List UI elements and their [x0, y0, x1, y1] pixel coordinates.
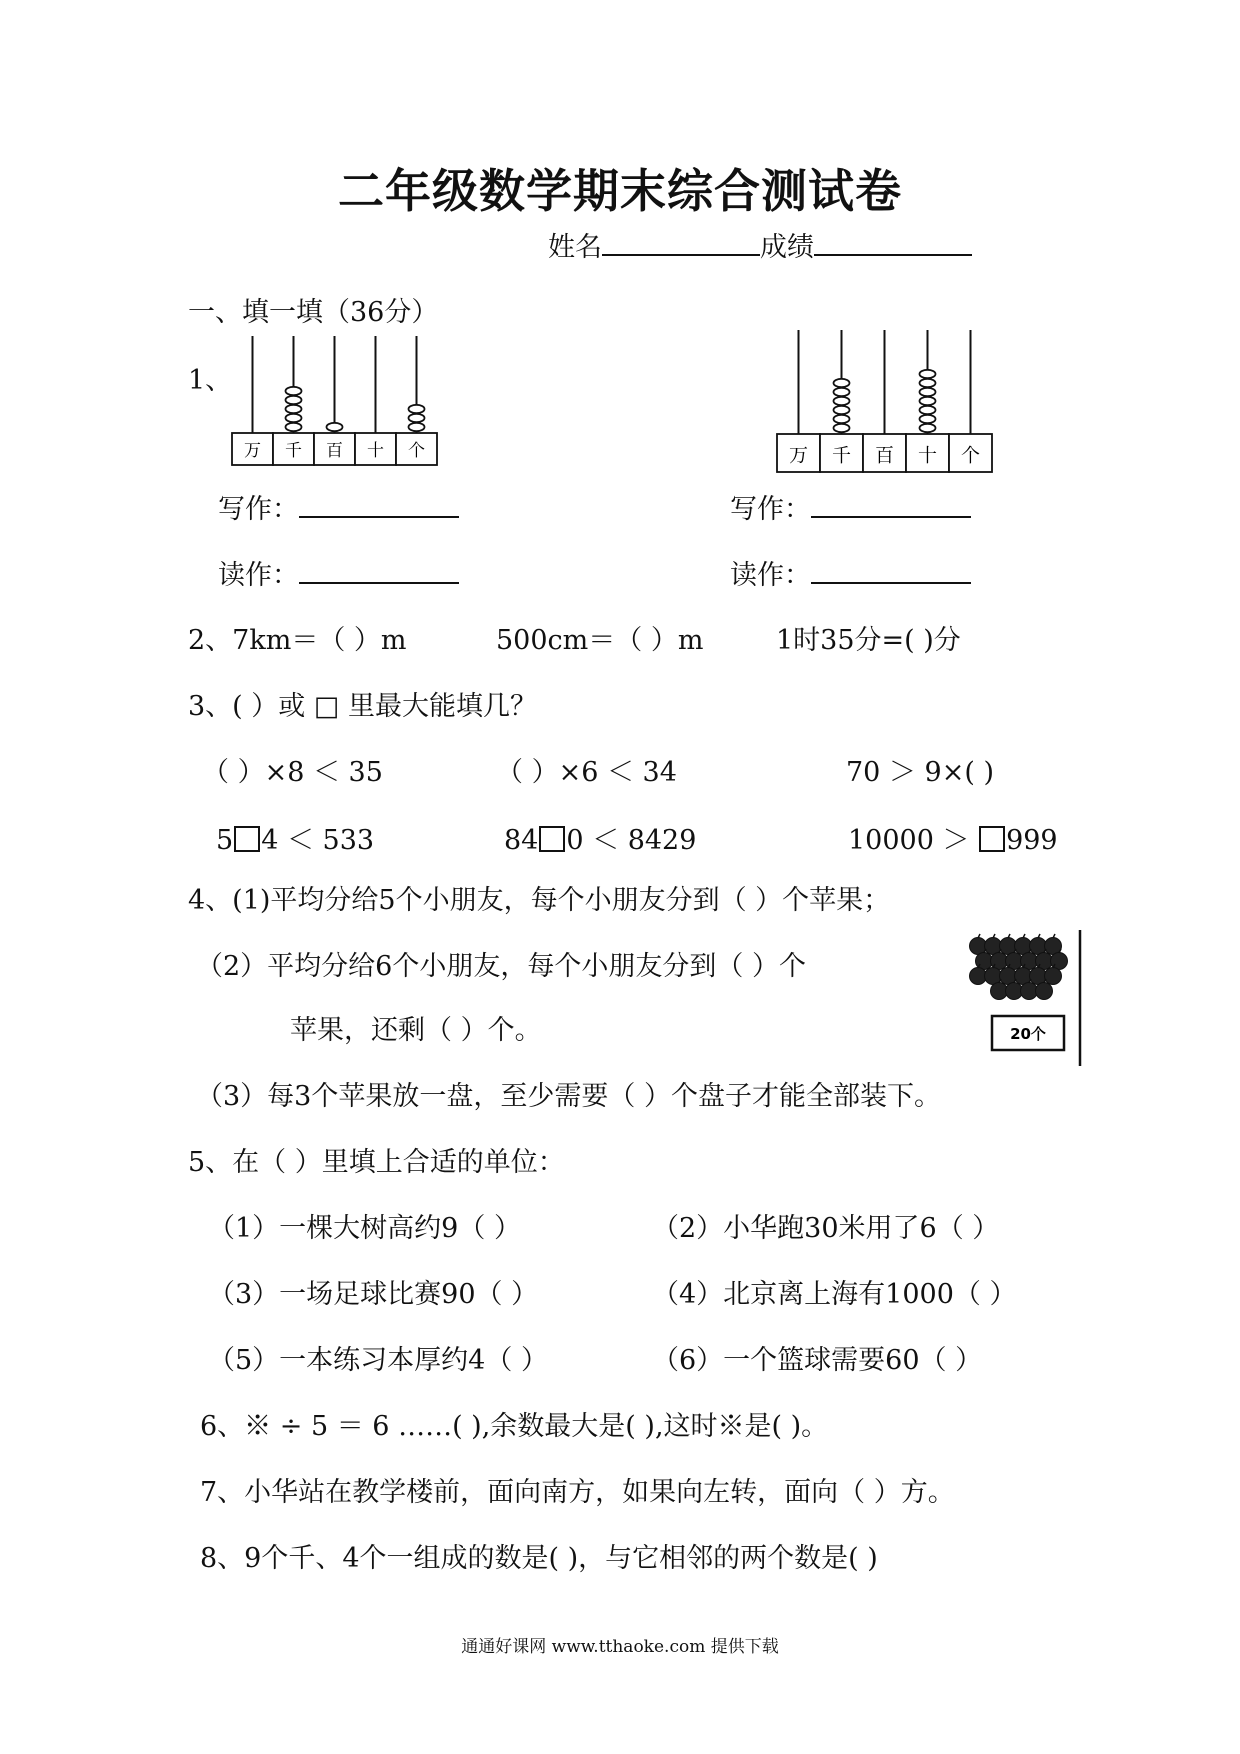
- footer-source: 通通好课网 www.tthaoke.com 提供下载: [461, 1637, 779, 1657]
- q3-r2-a-post: 4 ＜ 533: [261, 825, 375, 856]
- abacus-bead: [834, 424, 850, 432]
- q1-right-read: [730, 558, 971, 593]
- q5-item-3: （3）一场足球比赛90（ ）: [208, 1279, 539, 1310]
- write-answer-right[interactable]: [811, 492, 971, 518]
- question-1-number: 1、: [188, 365, 233, 396]
- abacus-bead: [286, 396, 302, 404]
- q3-stem: 3、( ）或 □ 里最大能填几？: [188, 691, 537, 722]
- place-value-label: 万: [788, 444, 809, 467]
- q3-r2-c-pre: 10000 ＞: [848, 825, 979, 856]
- apple: [991, 983, 1008, 1000]
- q4-part-1: 4、(1)平均分给5个小朋友，每个小朋友分到（ ）个苹果；: [188, 885, 891, 916]
- name-label: 姓名: [548, 232, 602, 263]
- q3-r2-a: [216, 824, 374, 858]
- abacus-bead: [920, 406, 936, 414]
- q1-left-write: [218, 492, 459, 527]
- q2-part-b: 500cm＝（ ）m: [496, 625, 704, 656]
- score-field[interactable]: [814, 230, 972, 256]
- student-info-row: [548, 230, 972, 265]
- read-answer-left[interactable]: [299, 558, 459, 584]
- place-value-label: 个: [960, 444, 981, 467]
- abacus-bead: [920, 388, 936, 396]
- apples-picture: [950, 928, 1090, 1068]
- q1-right-write: [730, 492, 971, 527]
- abacus-bead: [409, 405, 425, 413]
- abacus-bead: [409, 414, 425, 422]
- read-label: 读作：: [730, 560, 811, 591]
- q4-part-3: （3）每3个苹果放一盘，至少需要（ ）个盘子才能全部装下。: [196, 1081, 941, 1112]
- q3-r2-c-post: 999: [1006, 825, 1058, 856]
- q5-item-4: （4）北京离上海有1000（ ）: [652, 1279, 1017, 1310]
- write-label: 写作：: [730, 494, 811, 525]
- q5-item-6: （6）一个篮球需要60（ ）: [652, 1345, 983, 1376]
- q3-r2-c: [848, 824, 1058, 858]
- abacus-bead: [920, 397, 936, 405]
- apple: [970, 968, 987, 985]
- apple-count-label: 20个: [1010, 1025, 1046, 1043]
- abacus-bead: [920, 379, 936, 387]
- question-7: 7、小华站在教学楼前，面向南方，如果向左转，面向（ ）方。: [200, 1477, 955, 1508]
- place-value-label: 千: [285, 441, 302, 462]
- q2-part-a: 2、7km＝（ ）m: [188, 625, 407, 656]
- read-answer-right[interactable]: [811, 558, 971, 584]
- q5-stem: 5、在（ ）里填上合适的单位：: [188, 1147, 565, 1178]
- abacus-bead: [327, 423, 343, 431]
- abacus-bead: [920, 415, 936, 423]
- page-title: 二年级数学期末综合测试卷: [338, 164, 902, 218]
- place-value-label: 十: [367, 441, 384, 462]
- abacus-right: [775, 325, 1005, 475]
- q3-r2-b-pre: 84: [504, 825, 539, 856]
- name-field[interactable]: [602, 230, 760, 256]
- q3-r2-b: [504, 824, 696, 858]
- read-label: 读作：: [218, 560, 299, 591]
- abacus-bead: [920, 424, 936, 432]
- write-answer-left[interactable]: [299, 492, 459, 518]
- section-heading: 一、填一填（36分）: [188, 297, 439, 328]
- abacus-bead: [409, 423, 425, 431]
- q3-r1-b: （ ）×6 ＜ 34: [496, 757, 677, 788]
- q5-item-2: （2）小华跑30米用了6（ ）: [652, 1213, 1000, 1244]
- abacus-bead: [286, 405, 302, 413]
- q2-part-c: 1时35分=( )分: [776, 625, 961, 656]
- place-value-label: 百: [874, 444, 895, 467]
- score-label: 成绩: [760, 232, 814, 263]
- q3-r1-c: 70 ＞ 9×( ): [846, 757, 994, 788]
- q3-r2-b-post: 0 ＜ 8429: [566, 825, 697, 856]
- digit-box[interactable]: [234, 826, 260, 852]
- abacus-bead: [834, 379, 850, 387]
- abacus-bead: [834, 388, 850, 396]
- abacus-bead: [834, 397, 850, 405]
- place-value-label: 百: [326, 441, 343, 462]
- digit-box[interactable]: [979, 826, 1005, 852]
- place-value-label: 十: [917, 444, 938, 467]
- abacus-bead: [286, 387, 302, 395]
- abacus-left: [230, 320, 440, 470]
- q5-item-1: （1）一棵大树高约9（ ）: [208, 1213, 521, 1244]
- apple: [1006, 983, 1023, 1000]
- question-8: 8、9个千、4个一组成的数是( )，与它相邻的两个数是( ): [200, 1543, 878, 1574]
- apple: [1021, 983, 1038, 1000]
- write-label: 写作：: [218, 494, 299, 525]
- question-6: 6、※ ÷ 5 ＝ 6 ……( ),余数最大是( ),这时※是( )。: [200, 1411, 829, 1442]
- abacus-bead: [834, 415, 850, 423]
- apple: [1036, 983, 1053, 1000]
- place-value-label: 千: [831, 444, 852, 467]
- q5-item-5: （5）一本练习本厚约4（ ）: [208, 1345, 548, 1376]
- place-value-label: 万: [244, 441, 261, 462]
- q4-part-2: （2）平均分给6个小朋友，每个小朋友分到（ ）个: [196, 951, 806, 982]
- q4-part-2b: 苹果，还剩（ ）个。: [290, 1015, 542, 1046]
- place-value-label: 个: [408, 441, 425, 462]
- apple: [1045, 968, 1062, 985]
- digit-box[interactable]: [539, 826, 565, 852]
- abacus-bead: [920, 370, 936, 378]
- q1-left-read: [218, 558, 459, 593]
- abacus-bead: [834, 406, 850, 414]
- q3-r1-a: （ ）×8 ＜ 35: [202, 757, 383, 788]
- q3-r2-a-pre: 5: [216, 825, 234, 856]
- abacus-bead: [286, 423, 302, 431]
- abacus-bead: [286, 414, 302, 422]
